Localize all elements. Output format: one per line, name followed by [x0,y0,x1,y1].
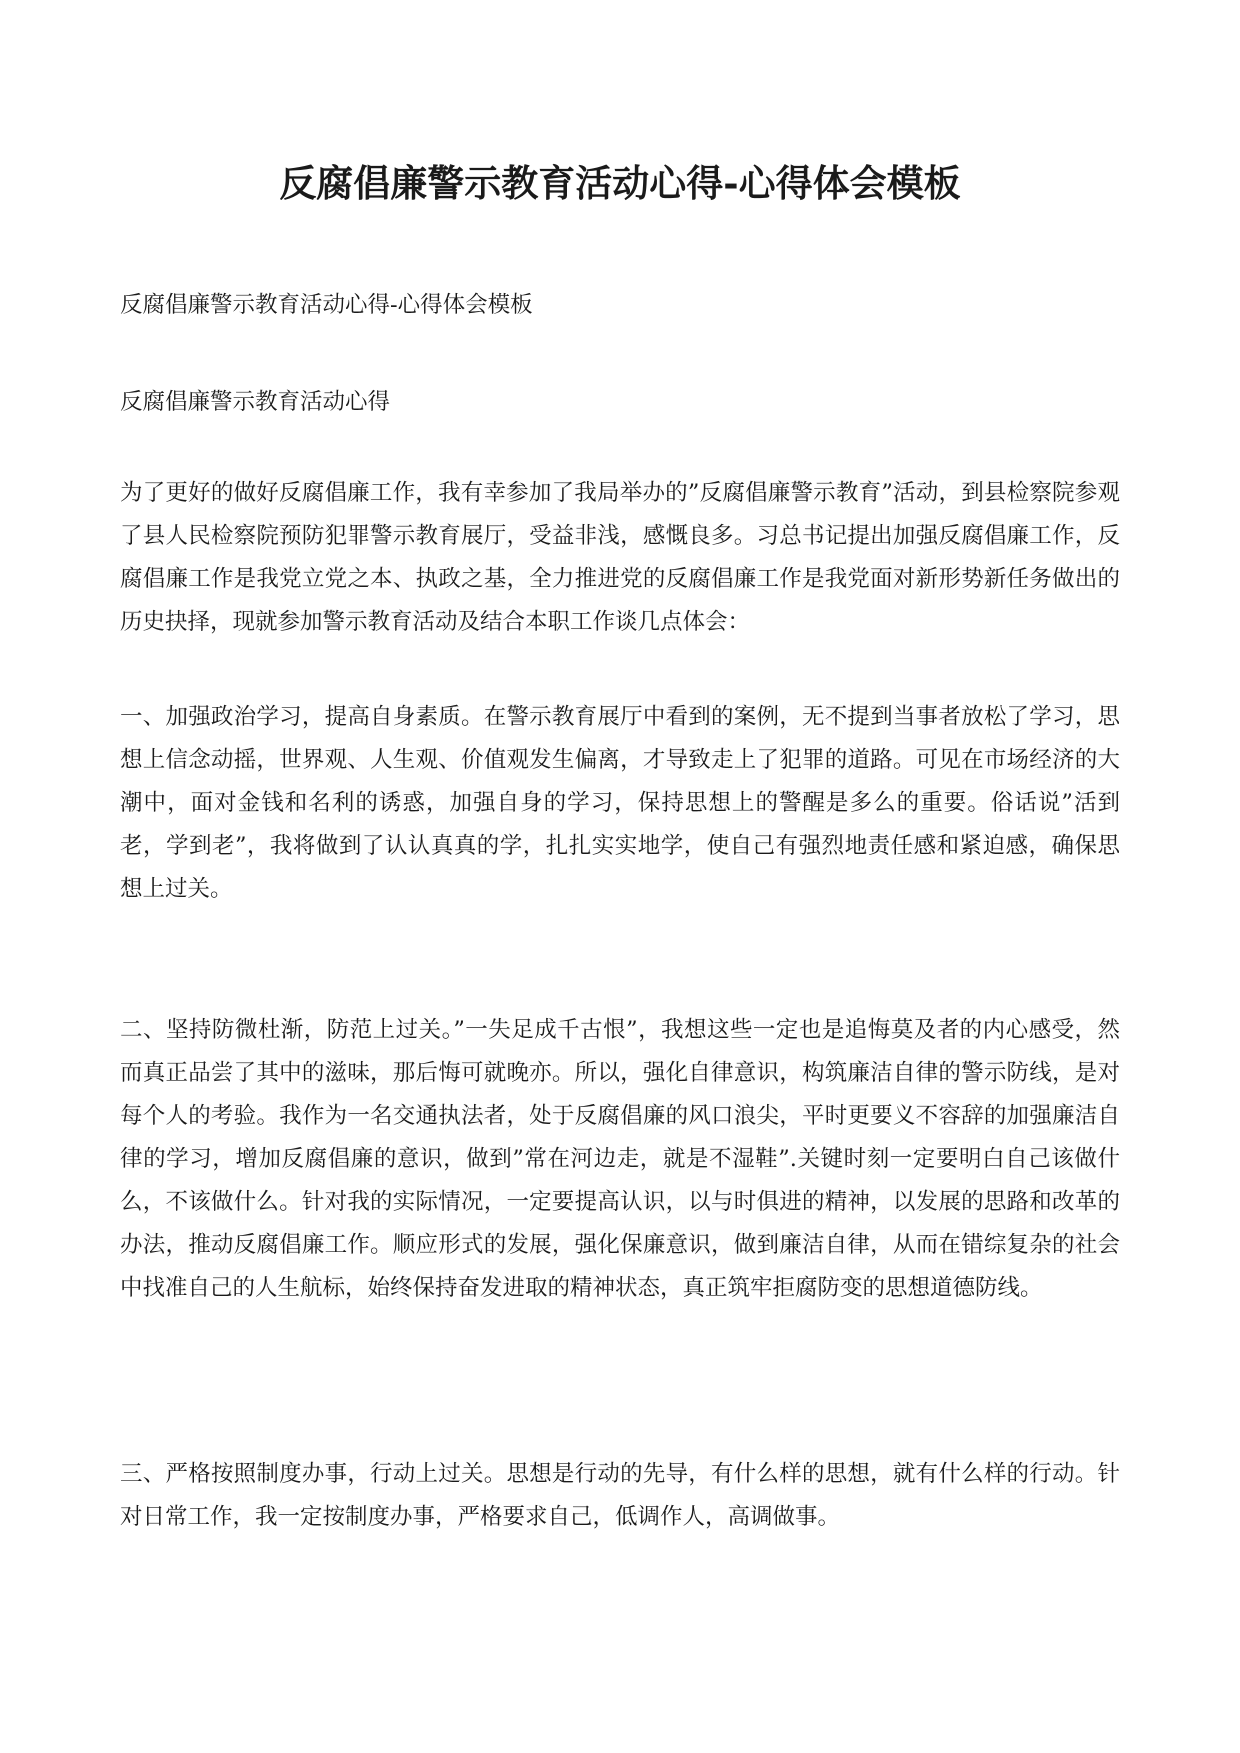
paragraph-point-two: 二、坚持防微杜渐，防范上过关。”一失足成千古恨”，我想这些一定也是追悔莫及者的内心感受，然而真正品尝了其中的滋味，那后悔可就晚亦。所以，强化自律意识，构筑廉洁自律的警示防线，是对每个人的考验。我作为一名交通执法者，处于反腐倡廉的风口浪尖，平时更要义不容辞的加强廉洁自律的学习，增加反腐倡廉的意识，做到”常在河边走，就是不湿鞋”.关键时刻一定要明白自己该做什么，不该做什么。针对我的实际情况，一定要提高认识，以与时俱进的精神，以发展的思路和改革的办法，推动反腐倡廉工作。顺应形式的发展，强化保廉意识，做到廉洁自律，从而在错综复杂的社会中找准自己的人生航标，始终保持奋发进取的精神状态，真正筑牢拒腐防变的思想道德防线。 [120,1017,1120,1301]
paragraph-point-three: 三、严格按照制度办事，行动上过关。思想是行动的先导，有什么样的思想，就有什么样的行动。针对日常工作，我一定按制度办事，严格要求自己，低调作人，高调做事。 [120,1461,1120,1530]
section-heading: 反腐倡廉警示教育活动心得 [120,389,391,415]
paragraph-point-one: 一、加强政治学习，提高自身素质。在警示教育展厅中看到的案例，无不提到当事者放松了学习，思想上信念动摇，世界观、人生观、价值观发生偏离，才导致走上了犯罪的道路。可见在市场经济的大潮中，面对金钱和名利的诱惑，加强自身的学习，保持思想上的警醒是多么的重要。俗话说”活到老，学到老”，我将做到了认认真真的学，扎扎实实地学，使自己有强烈地责任感和紧迫感，确保思想上过关。 [120,704,1120,902]
document-subtitle: 反腐倡廉警示教育活动心得-心得体会模板 [120,292,533,318]
document-title: 反腐倡廉警示教育活动心得-心得体会模板 [279,161,961,205]
paragraph-intro: 为了更好的做好反腐倡廉工作，我有幸参加了我局举办的”反腐倡廉警示教育”活动，到县检察院参观了县人民检察院预防犯罪警示教育展厅，受益非浅，感慨良多。习总书记提出加强反腐倡廉工作，反腐倡廉工作是我党立党之本、执政之基，全力推进党的反腐倡廉工作是我党面对新形势新任务做出的历史抉择，现就参加警示教育活动及结合本职工作谈几点体会： [120,480,1120,635]
